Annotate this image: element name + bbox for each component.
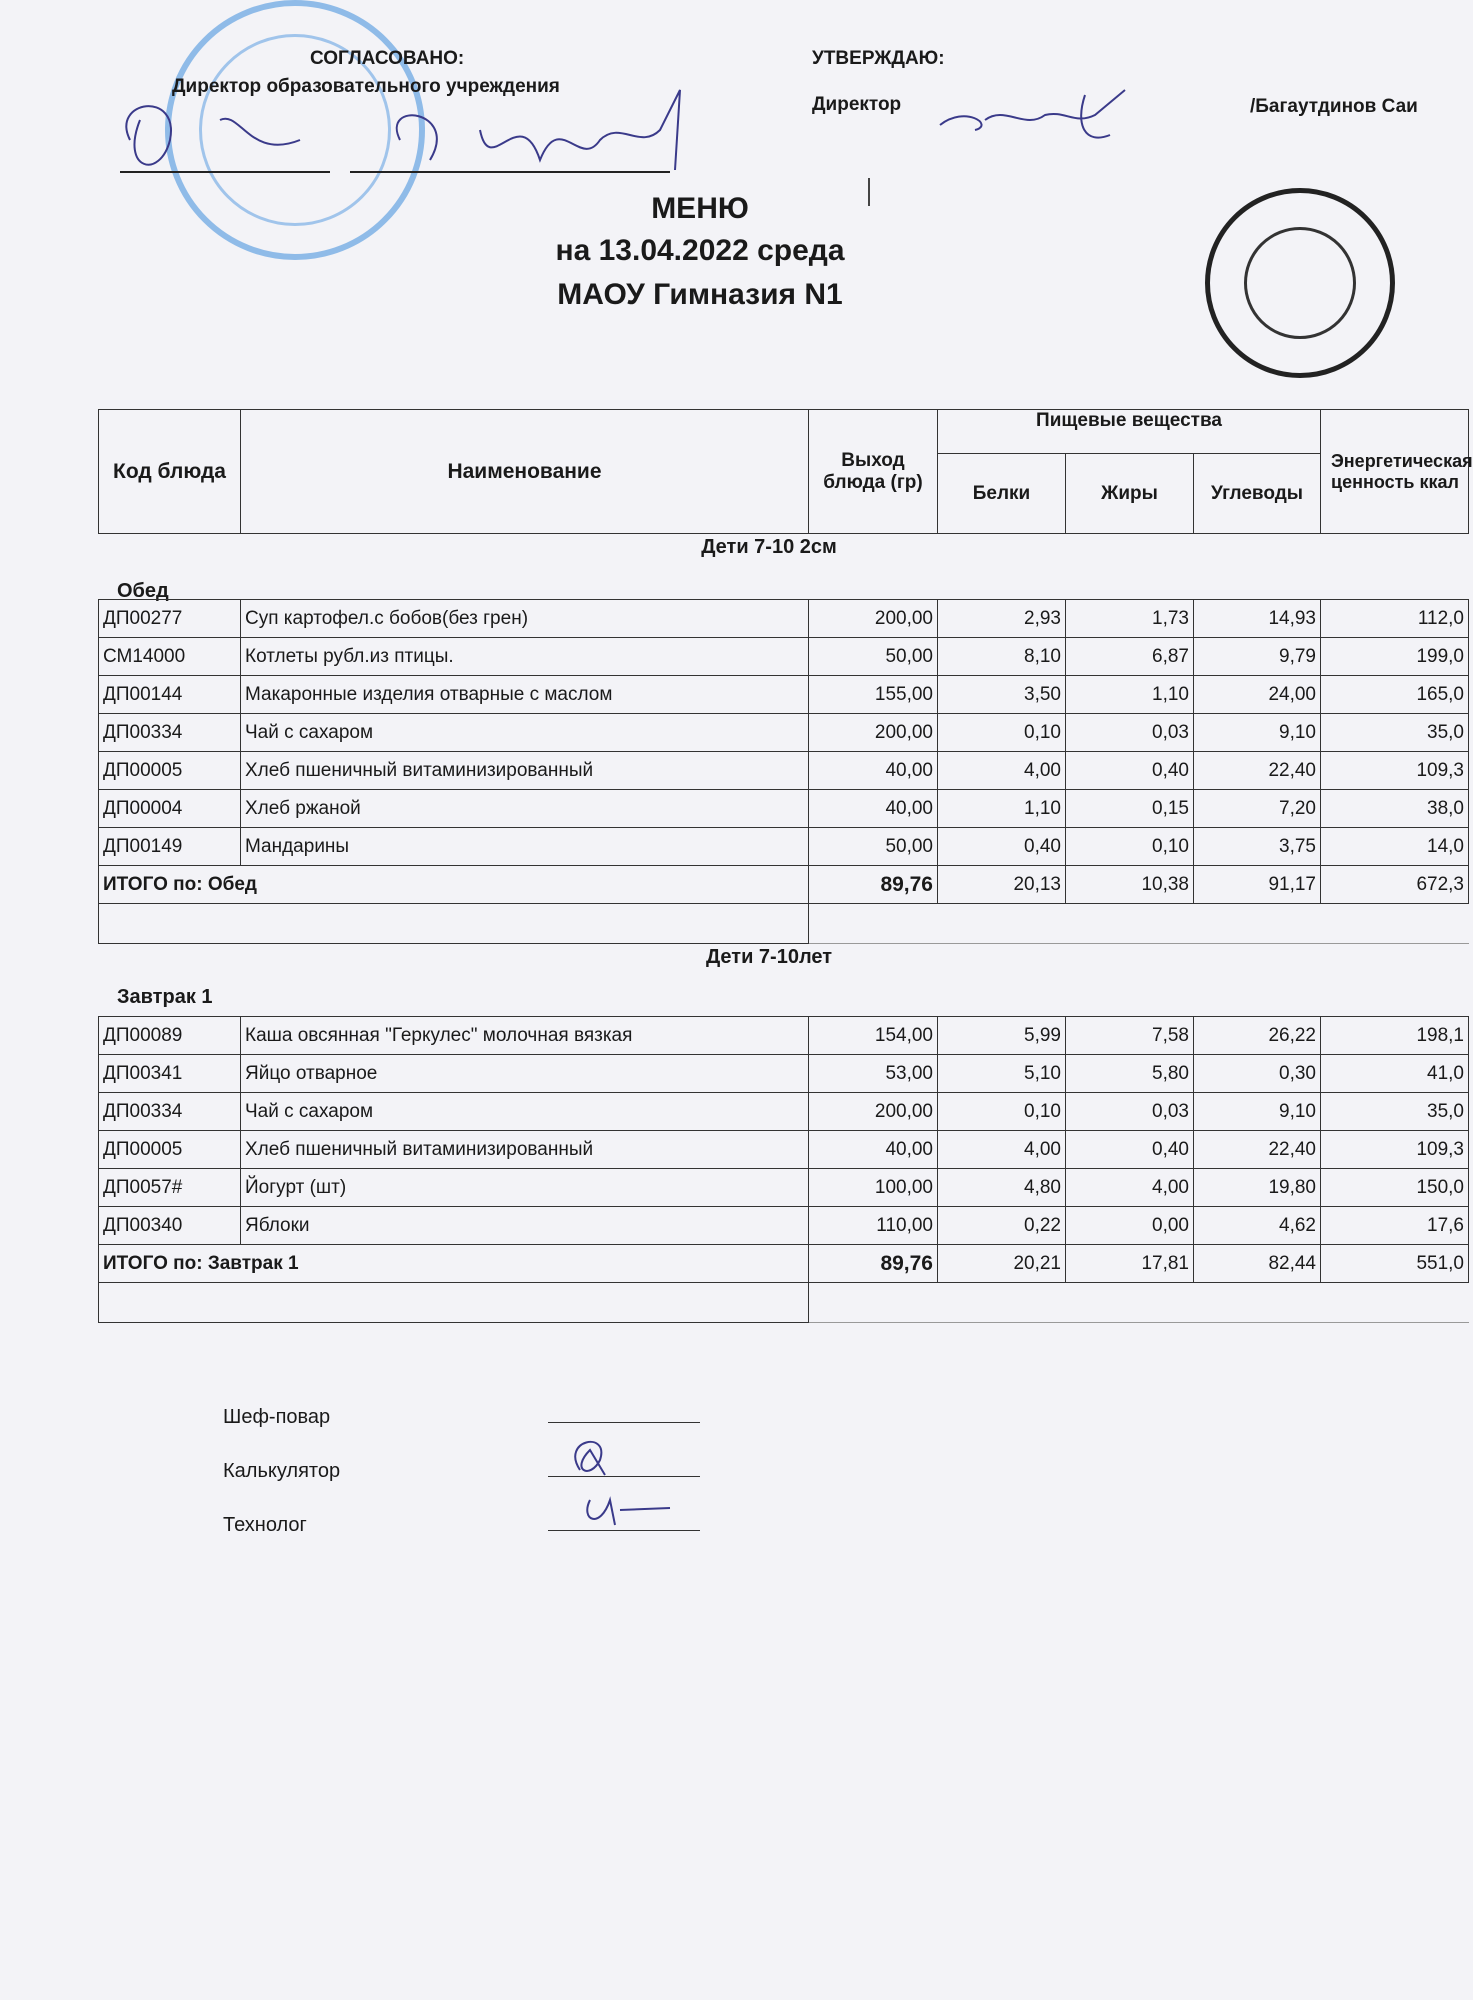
dish-fat: 6,87 xyxy=(1066,638,1194,676)
dish-name: Хлеб пшеничный витаминизированный xyxy=(241,752,809,790)
meal-label: Обед xyxy=(117,580,169,602)
dish-energy: 14,0 xyxy=(1321,828,1469,866)
dish-name: Яйцо отварное xyxy=(241,1055,809,1093)
school-name: МАОУ Гимназия N1 xyxy=(557,278,843,311)
dish-fat: 7,58 xyxy=(1066,1017,1194,1055)
total-carbs: 82,44 xyxy=(1194,1245,1321,1283)
dish-code: ДП00005 xyxy=(99,752,241,790)
dish-protein: 4,00 xyxy=(938,1131,1066,1169)
chef-label: Шеф-повар xyxy=(223,1406,331,1428)
dish-yield: 100,00 xyxy=(809,1169,938,1207)
table-row xyxy=(99,676,1469,714)
table-row xyxy=(99,790,1469,828)
dish-code: ДП00341 xyxy=(99,1055,241,1093)
col-protein: Белки xyxy=(938,454,1066,534)
dish-code: ДП00334 xyxy=(99,1093,241,1131)
page-title: МЕНЮ xyxy=(651,192,749,225)
col-fat: Жиры xyxy=(1066,454,1194,534)
agreed-role: Директор образовательного учреждения xyxy=(172,76,560,97)
agreed-label: СОГЛАСОВАНО: xyxy=(310,48,465,69)
dish-fat: 0,40 xyxy=(1066,1131,1194,1169)
dish-protein: 3,50 xyxy=(938,676,1066,714)
total-fat: 10,38 xyxy=(1066,866,1194,904)
dish-name: Хлеб пшеничный витаминизированный xyxy=(241,1131,809,1169)
empty-cell xyxy=(809,904,1469,944)
dish-carbs: 9,79 xyxy=(1194,638,1321,676)
dish-carbs: 9,10 xyxy=(1194,1093,1321,1131)
table-row xyxy=(99,638,1469,676)
empty-cell xyxy=(809,1283,1469,1323)
approve-signature xyxy=(935,85,1135,155)
total-yield: 89,76 xyxy=(809,866,938,904)
dish-yield: 154,00 xyxy=(809,1017,938,1055)
total-carbs: 91,17 xyxy=(1194,866,1321,904)
dish-name: Макаронные изделия отварные с маслом xyxy=(241,676,809,714)
dish-energy: 38,0 xyxy=(1321,790,1469,828)
dish-protein: 0,40 xyxy=(938,828,1066,866)
table-row xyxy=(99,714,1469,752)
approve-label: УТВЕРЖДАЮ: xyxy=(812,48,945,69)
dish-fat: 0,03 xyxy=(1066,1093,1194,1131)
dish-carbs: 26,22 xyxy=(1194,1017,1321,1055)
total-protein: 20,21 xyxy=(938,1245,1066,1283)
dish-carbs: 19,80 xyxy=(1194,1169,1321,1207)
dish-carbs: 0,30 xyxy=(1194,1055,1321,1093)
table-row xyxy=(99,600,1469,638)
dish-energy: 41,0 xyxy=(1321,1055,1469,1093)
dish-protein: 8,10 xyxy=(938,638,1066,676)
empty-row xyxy=(99,1283,1469,1323)
col-code: Код блюда xyxy=(99,410,241,534)
dish-protein: 5,10 xyxy=(938,1055,1066,1093)
dish-code: ДП00144 xyxy=(99,676,241,714)
dish-carbs: 3,75 xyxy=(1194,828,1321,866)
col-name: Наименование xyxy=(241,410,809,534)
empty-cell xyxy=(99,904,809,944)
total-fat: 17,81 xyxy=(1066,1245,1194,1283)
dish-code: ДП00277 xyxy=(99,600,241,638)
dish-protein: 1,10 xyxy=(938,790,1066,828)
group-label: Дети 7-10лет xyxy=(705,946,833,968)
total-label: ИТОГО по: Обед xyxy=(99,866,809,904)
dish-energy: 198,1 xyxy=(1321,1017,1469,1055)
state-stamp xyxy=(1205,188,1395,378)
dish-yield: 200,00 xyxy=(809,600,938,638)
dish-energy: 199,0 xyxy=(1321,638,1469,676)
chef-signature-line xyxy=(548,1422,700,1423)
dish-name: Каша овсянная "Геркулес" молочная вязкая xyxy=(241,1017,809,1055)
menu-table-header xyxy=(98,409,1473,534)
dish-code: ДП00005 xyxy=(99,1131,241,1169)
total-row xyxy=(99,1245,1469,1283)
meal-label: Завтрак 1 xyxy=(117,986,213,1008)
dish-yield: 50,00 xyxy=(809,638,938,676)
total-energy: 551,0 xyxy=(1321,1245,1469,1283)
technologist-label: Технолог xyxy=(223,1514,307,1536)
total-label: ИТОГО по: Завтрак 1 xyxy=(99,1245,809,1283)
table-row xyxy=(99,828,1469,866)
dish-energy: 35,0 xyxy=(1321,714,1469,752)
total-row xyxy=(99,866,1469,904)
dish-yield: 200,00 xyxy=(809,714,938,752)
table-row xyxy=(99,1017,1469,1055)
dish-carbs: 4,62 xyxy=(1194,1207,1321,1245)
dish-energy: 35,0 xyxy=(1321,1093,1469,1131)
dish-code: ДП00340 xyxy=(99,1207,241,1245)
dish-code: ДП00149 xyxy=(99,828,241,866)
dish-name: Котлеты рубл.из птицы. xyxy=(241,638,809,676)
dish-yield: 53,00 xyxy=(809,1055,938,1093)
approve-name: /Багаутдинов Саи xyxy=(1250,96,1418,117)
dish-fat: 0,00 xyxy=(1066,1207,1194,1245)
dish-yield: 50,00 xyxy=(809,828,938,866)
dish-protein: 2,93 xyxy=(938,600,1066,638)
dish-energy: 165,0 xyxy=(1321,676,1469,714)
total-protein: 20,13 xyxy=(938,866,1066,904)
col-yield: Выход блюда (гр) xyxy=(809,410,938,534)
dish-protein: 4,00 xyxy=(938,752,1066,790)
dish-fat: 5,80 xyxy=(1066,1055,1194,1093)
empty-cell xyxy=(99,1283,809,1323)
dish-energy: 150,0 xyxy=(1321,1169,1469,1207)
total-energy: 672,3 xyxy=(1321,866,1469,904)
footer-signatures xyxy=(560,1430,700,1540)
col-energy: Энергетическая ценность ккал xyxy=(1321,410,1469,534)
dish-fat: 0,15 xyxy=(1066,790,1194,828)
dish-code: ДП00334 xyxy=(99,714,241,752)
dish-yield: 155,00 xyxy=(809,676,938,714)
dish-name: Хлеб ржаной xyxy=(241,790,809,828)
total-yield: 89,76 xyxy=(809,1245,938,1283)
menu-date: на 13.04.2022 среда xyxy=(555,234,845,267)
approve-role: Директор xyxy=(812,94,902,115)
table-row xyxy=(99,1207,1469,1245)
dish-energy: 112,0 xyxy=(1321,600,1469,638)
dish-fat: 0,10 xyxy=(1066,828,1194,866)
dish-protein: 0,10 xyxy=(938,1093,1066,1131)
dish-protein: 4,80 xyxy=(938,1169,1066,1207)
dish-yield: 40,00 xyxy=(809,752,938,790)
dish-code: СМ14000 xyxy=(99,638,241,676)
table-row xyxy=(99,1093,1469,1131)
table-row xyxy=(99,1131,1469,1169)
dish-protein: 5,99 xyxy=(938,1017,1066,1055)
dish-name: Суп картофел.с бобов(без грен) xyxy=(241,600,809,638)
table-row xyxy=(99,1055,1469,1093)
menu-table-breakfast xyxy=(98,1016,1469,1323)
dish-fat: 1,73 xyxy=(1066,600,1194,638)
dish-carbs: 14,93 xyxy=(1194,600,1321,638)
dish-carbs: 22,40 xyxy=(1194,752,1321,790)
dish-yield: 40,00 xyxy=(809,1131,938,1169)
dish-name: Яблоки xyxy=(241,1207,809,1245)
menu-table-lunch xyxy=(98,599,1469,944)
table-row xyxy=(99,752,1469,790)
dish-code: ДП00004 xyxy=(99,790,241,828)
col-carbs: Углеводы xyxy=(1194,454,1321,534)
agreed-signature xyxy=(100,80,740,190)
dish-fat: 4,00 xyxy=(1066,1169,1194,1207)
dish-name: Чай с сахаром xyxy=(241,714,809,752)
table-row xyxy=(99,1169,1469,1207)
dish-fat: 0,03 xyxy=(1066,714,1194,752)
dish-yield: 40,00 xyxy=(809,790,938,828)
dish-fat: 0,40 xyxy=(1066,752,1194,790)
dish-protein: 0,10 xyxy=(938,714,1066,752)
dish-code: ДП00089 xyxy=(99,1017,241,1055)
col-nutrients: Пищевые вещества xyxy=(938,410,1321,454)
group-label: Дети 7-10 2см xyxy=(701,536,837,558)
dish-carbs: 7,20 xyxy=(1194,790,1321,828)
dish-yield: 200,00 xyxy=(809,1093,938,1131)
dish-energy: 109,3 xyxy=(1321,1131,1469,1169)
calculator-label: Калькулятор xyxy=(223,1460,341,1482)
dish-yield: 110,00 xyxy=(809,1207,938,1245)
dish-name: Йогурт (шт) xyxy=(241,1169,809,1207)
dish-carbs: 9,10 xyxy=(1194,714,1321,752)
dish-carbs: 24,00 xyxy=(1194,676,1321,714)
dish-energy: 109,3 xyxy=(1321,752,1469,790)
dish-protein: 0,22 xyxy=(938,1207,1066,1245)
dish-energy: 17,6 xyxy=(1321,1207,1469,1245)
empty-row xyxy=(99,904,1469,944)
dish-carbs: 22,40 xyxy=(1194,1131,1321,1169)
dish-fat: 1,10 xyxy=(1066,676,1194,714)
dish-code: ДП0057# xyxy=(99,1169,241,1207)
dish-name: Чай с сахаром xyxy=(241,1093,809,1131)
dish-name: Мандарины xyxy=(241,828,809,866)
